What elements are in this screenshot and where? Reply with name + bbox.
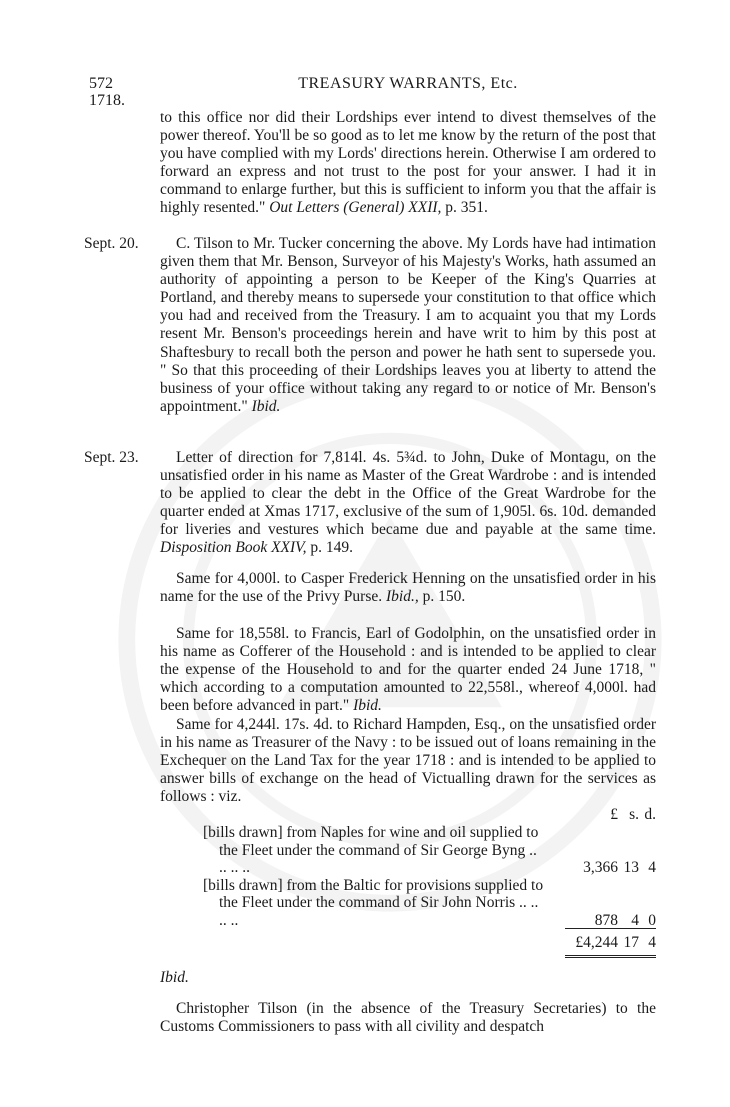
entry-date: Sept. 23. (84, 449, 139, 466)
bill-description: [bills drawn] from Naples for wine and oil supplied to the Fleet under the command of Sir George Byng .. .. .. .. (203, 824, 539, 877)
amount-shillings: 4 (631, 911, 639, 929)
entry-paragraph (160, 625, 656, 715)
paragraph-text: C. Tilson to Mr. Tucker concerning the above. My Lords have had intimation given them that Mr. Benson, Surveyor of his Majesty's Works, hath assumed an authority of appointing a person to be Keeper of the King's Quarries at Portland, and thereby means to supersede your constitution to that office which you had and received from the Treasury. I am to acquaint you that my Lords resent Mr. Benson's proceedings herein and have writ to him by this post at Shaftesbury to recall both the person and power he hath sent to supersede you. " So that this proceeding of their Lordships leaves you at liberty to attend the business of your office without taking any regard to or notice of Mr. Benson's appointment." (160, 235, 656, 415)
source-reference: Ibid. (160, 969, 189, 986)
amount-pence: 0 (648, 911, 656, 929)
shillings-header: s. (629, 806, 639, 823)
entry-paragraph (160, 449, 656, 558)
amount-pence: 4 (648, 859, 656, 877)
source-reference: Ibid. (251, 397, 281, 415)
source-reference: Out Letters (General) XXII, (269, 199, 442, 217)
paragraph-text: Letter of direction for 7,814l. 4s. 5¾d. to John, Duke of Montagu, on the unsatisfied order in his name as Master of the Great Wardrobe : and is intended to be applied to clear the debt in the Office of the Great Wardrobe for the quarter ended at Xmas 1717, exclusive of the sum of 1,905l. 6s. 10d. demanded for liveries and vestures which became due and payable at the same time. (160, 449, 656, 539)
paragraph-text: Christopher Tilson (in the absence of the Treasury Secretaries) to the Customs Commissioners to pass with all civility and despatch (160, 1000, 656, 1036)
entry-paragraph (160, 570, 656, 606)
source-reference: Ibid. (353, 697, 382, 715)
page-number: 572 (89, 75, 113, 92)
paragraph-text: Same for 18,558l. to Francis, Earl of Godolphin, on the unsatisfied order in his name as Cofferer of the Household : and is intended to be applied to clear the expense of the Household to and for the quarter ended 24 June 1718, " which according to a computation amounted to 22,558l., whereof 4,000l. had been before advanced in part." (160, 625, 656, 715)
total-shillings: 17 (623, 934, 639, 951)
amount-pounds: 3,366 (583, 859, 618, 877)
margin-year: 1718. (89, 92, 125, 109)
table-header (203, 806, 656, 824)
sum-rule (565, 928, 656, 929)
paragraph-continuation (160, 109, 656, 218)
entry-paragraph (160, 235, 656, 416)
pounds-header: £ (610, 806, 618, 823)
table-row (203, 877, 656, 930)
source-reference: Ibid., (386, 588, 419, 606)
source-page: p. 351. (441, 199, 488, 217)
entry-paragraph (160, 716, 656, 806)
entry-date: Sept. 20. (84, 235, 139, 252)
bill-description: [bills drawn] from the Baltic for provisions supplied to the Fleet under the command of Sir John Norris .. .. .. .. (203, 876, 544, 929)
entry-paragraph (160, 1000, 656, 1036)
source-page: p. 150. (418, 588, 466, 606)
total-pounds: £4,244 (575, 934, 618, 951)
amount-pounds: 878 (594, 911, 618, 929)
source-reference: Disposition Book XXIV, (160, 539, 307, 557)
bills-table (203, 806, 656, 930)
running-title: TREASURY WARRANTS, Etc. (298, 75, 518, 92)
table-row (203, 824, 656, 877)
paragraph-text: to this office nor did their Lordships ever intend to divest themselves of the power thereof. You'll be so good as to let me know by the return of the post that you have complied with my Lords' directions herein. Otherwise I am ordered to forward an express and not trust to the post for your answer. I had it in command to enlarge further, but this is sufficient to inform you that the affair is highly resented." (160, 109, 656, 217)
paragraph-text: Same for 4,000l. to Casper Frederick Henning on the unsatisfied order in his name for the use of the Privy Purse. (160, 570, 656, 606)
pence-header: d. (644, 806, 656, 823)
source-page: p. 149. (306, 539, 354, 557)
total-double-rule (565, 955, 656, 958)
table-total (560, 934, 656, 952)
amount-shillings: 13 (623, 859, 639, 877)
paragraph-text: Same for 4,244l. 17s. 4d. to Richard Hampden, Esq., on the unsatisfied order in his name as Treasurer of the Navy : to be issued out of loans remaining in the Exchequer on the Land Tax for the year 1718 : and is intended to be applied to answer bills of exchange on the head of Victualling drawn for the services as follows : viz. (160, 716, 656, 806)
total-pence: 4 (648, 934, 656, 951)
